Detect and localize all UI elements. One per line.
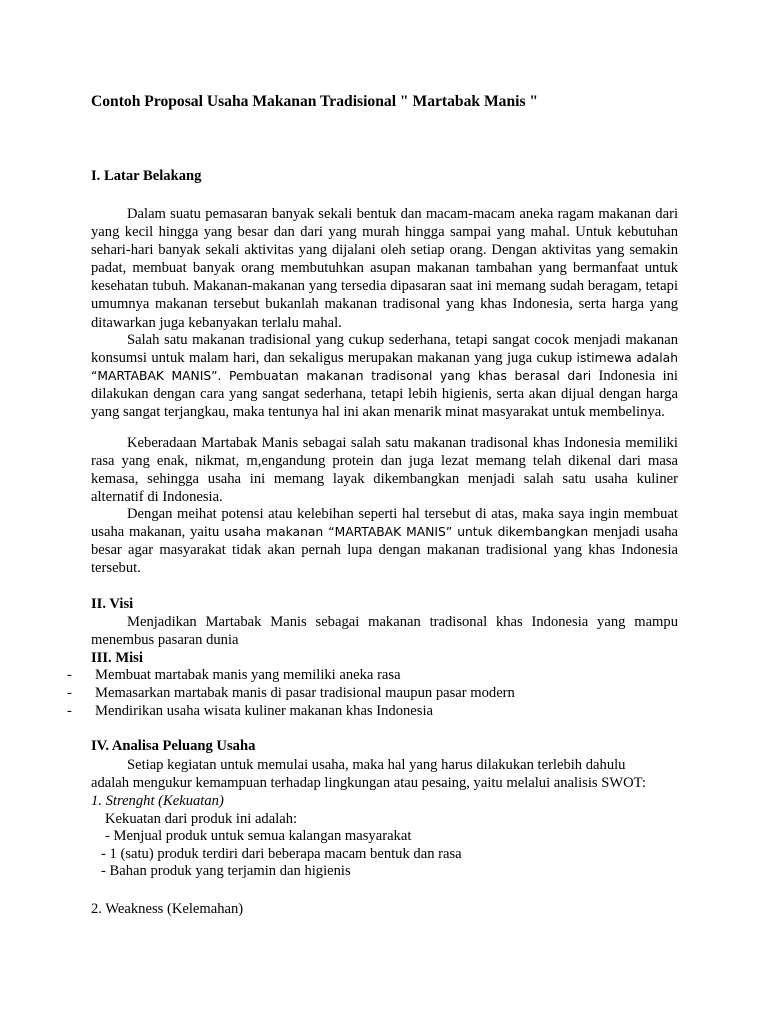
section-heading-analisa-peluang-usaha: IV. Analisa Peluang Usaha — [91, 738, 256, 754]
paragraph-text: Dengan meihat potensi atau kelebihan seperti hal tersebut di atas, maka saya ingin membuat usaha makanan, yaitu — [91, 506, 678, 541]
list-item-text: Mendirikan usaha wisata kuliner makanan khas Indonesia — [95, 703, 433, 719]
paragraph-highlight-text: istimewa adalah “MARTABAK MANIS”. Pembuatan makanan tradisonal yang khas berasal dari — [91, 351, 678, 384]
paragraph-text: Indonesia ini dilakukan dengan cara yang sangat sederhana, tetapi lebih higienis, serta akan dijual dengan harga yang sangat terjangkau, maka tentunya hal ini akan menarik minat masyarakat untuk membelinya. — [91, 368, 678, 421]
strength-list-item: - 1 (satu) produk terdiri dari beberapa macam bentuk dan rasa — [101, 846, 462, 862]
paragraph-highlight-text: usaha makanan “MARTABAK MANIS” untuk dikembangkan — [224, 525, 589, 540]
paragraph-latar-belakang-3: Keberadaan Martabak Manis sebagai salah satu makanan tradisonal khas Indonesia memiliki rasa yang enak, nikmat, m,engandung protein dan juga lezat memang telah dikenal dari masa kemasa, sehingga usaha ini memang layak dikembangkan menjadi salah satu usaha kuliner alternatif di Indonesia. — [91, 435, 678, 506]
strength-intro: Kekuatan dari produk ini adalah: — [105, 811, 298, 827]
paragraph-visi: Menjadikan Martabak Manis sebagai makanan tradisonal khas Indonesia yang mampu menembus pasaran dunia — [91, 614, 678, 649]
section-heading-latar-belakang: I. Latar Belakang — [91, 168, 202, 184]
paragraph-text: menjadi usaha besar agar masyarakat tidak akan pernah lupa dengan makanan tradisional yang khas Indonesia tersebut. — [91, 524, 678, 577]
bullet-dash: - — [67, 667, 72, 683]
section-heading-misi: III. Misi — [91, 650, 143, 666]
paragraph-latar-belakang-1: Dalam suatu pemasaran banyak sekali bentuk dan macam-macam aneka ragam makanan dari yang kecil hingga yang besar dan dari yang murah hingga sampai yang mahal. Untuk kebutuhan sehari-hari banyak sekali aktivitas yang dijalani oleh setiap orang. Dengan aktivitas yang semakin padat, membuat banyak orang membutuhkan asupan makanan tambahan yang bermanfaat untuk kesehatan tubuh. Makanan-makanan yang tersedia dipasaran saat ini memang sudah beragam, tetapi umumnya makanan tersebut bukanlah makanan tradisonal yang khas Indonesia, serta harga yang ditawarkan juga kebanyakan terlalu mahal. — [91, 206, 678, 331]
paragraph-latar-belakang-4 — [91, 505, 678, 577]
document-title: Contoh Proposal Usaha Makanan Tradisional " Martabak Manis " — [91, 93, 539, 110]
strength-list-item: - Bahan produk yang terjamin dan higienis — [101, 863, 351, 879]
bullet-dash: - — [67, 685, 72, 701]
list-item-text: Memasarkan martabak manis di pasar tradisional maupun pasar modern — [95, 685, 515, 701]
paragraph-text: Salah satu makanan tradisional yang cukup sederhana, tetapi sangat cocok menjadi makanan konsumsi untuk malam hari, dan sekaligus merupakan makanan yang juga cukup — [91, 332, 678, 367]
strength-list-item: - Menjual produk untuk semua kalangan masyarakat — [105, 828, 412, 844]
section-heading-visi: II. Visi — [91, 596, 134, 612]
paragraph-latar-belakang-2 — [91, 331, 678, 421]
bullet-dash: - — [67, 703, 72, 719]
analysis-text-line: Setiap kegiatan untuk memulai usaha, maka hal yang harus dilakukan terlebih dahulu — [127, 757, 626, 773]
subsection-heading-weakness: 2. Weakness (Kelemahan) — [91, 901, 244, 917]
subsection-heading-strength: 1. Strenght (Kekuatan) — [91, 793, 224, 809]
analysis-text-line: adalah mengukur kemampuan terhadap lingkungan atau pesaing, yaitu melalui analisis SWOT: — [91, 775, 646, 791]
list-item-text: Membuat martabak manis yang memiliki aneka rasa — [95, 667, 401, 683]
